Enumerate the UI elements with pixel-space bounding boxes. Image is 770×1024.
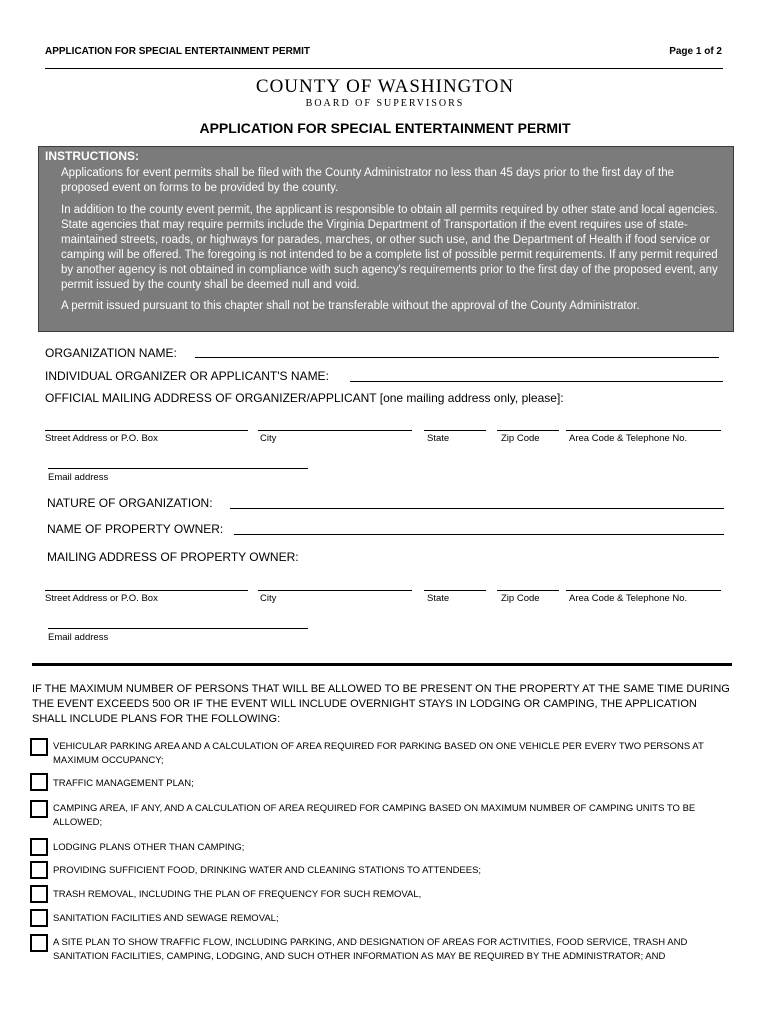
checkbox-parking[interactable]: [30, 738, 48, 756]
instructions-paragraph: In addition to the county event permit, the applicant is responsible to obtain all permits required by other state and local agencies. State agencies that may require permits include the Virginia Department of Transportation if the event requires use of state-maintained streets, roads, or highways for parades, marches, or other such use, and the Department of Health if food service or camping will be offered. The foregoing is not intended to be a complete list of possible permit requirements. If any permit required by another agency is not obtained in compliance with such agency's requirements prior to the first day of the proposed event, any permit issued by the county shall be deemed null and void.: [61, 204, 718, 291]
owner-street-caption: Street Address or P.O. Box: [45, 593, 158, 604]
header-rule: [45, 68, 723, 69]
board-name: BOARD OF SUPERVISORS: [305, 98, 465, 109]
checklist-item-food: PROVIDING SUFFICIENT FOOD, DRINKING WATER AND CLEANING STATIONS TO ATTENDEES;: [53, 865, 482, 876]
section-separator: [32, 663, 732, 666]
checkbox-trash[interactable]: [30, 885, 48, 903]
email-caption: Email address: [48, 472, 109, 483]
mailing-address-label: OFFICIAL MAILING ADDRESS OF ORGANIZER/APPLICANT [one mailing address only, please]:: [45, 391, 564, 405]
zip-caption: Zip Code: [501, 433, 540, 444]
checklist-item-parking: VEHICULAR PARKING AREA AND A CALCULATION OF AREA REQUIRED FOR PARKING BASED ON ONE VEHICLE PER EVERY TWO PERSONS AT MAXIMUM OCCUPANCY;: [53, 741, 704, 766]
phone-field[interactable]: [566, 430, 721, 431]
nature-label: NATURE OF ORGANIZATION:: [47, 496, 213, 510]
checklist-item-camping: CAMPING AREA, IF ANY, AND A CALCULATION OF AREA REQUIRED FOR CAMPING BASED ON MAXIMUM NUMBER OF CAMPING UNITS TO BE ALLOWED;: [53, 803, 696, 828]
org-name-field[interactable]: [195, 357, 719, 358]
instructions-box: [38, 146, 734, 332]
owner-address-label: MAILING ADDRESS OF PROPERTY OWNER:: [47, 550, 299, 564]
checkbox-site-plan[interactable]: [30, 934, 48, 952]
owner-phone-field[interactable]: [566, 590, 721, 591]
organizer-name-label: INDIVIDUAL ORGANIZER OR APPLICANT'S NAME:: [45, 369, 329, 383]
state-field[interactable]: [424, 430, 486, 431]
checkbox-sanitation[interactable]: [30, 909, 48, 927]
checklist-item-traffic: TRAFFIC MANAGEMENT PLAN;: [53, 778, 194, 789]
owner-zip-field[interactable]: [497, 590, 559, 591]
checkbox-food[interactable]: [30, 861, 48, 879]
checklist-item-site-plan: A SITE PLAN TO SHOW TRAFFIC FLOW, INCLUDING PARKING, AND DESIGNATION OF AREAS FOR ACTIVITIES, FOOD SERVICE, TRASH AND SANITATION FACILITIES, CAMPING, LODGING, AND SUCH OTHER INFORMATION AS MAY BE REQUIRED BY THE ADMINISTRATOR; AND: [53, 937, 688, 962]
owner-email-field[interactable]: [48, 628, 308, 629]
org-name-label: ORGANIZATION NAME:: [45, 346, 177, 360]
street-field[interactable]: [45, 430, 248, 431]
state-caption: State: [427, 433, 450, 444]
city-field[interactable]: [258, 430, 412, 431]
street-caption: Street Address or P.O. Box: [45, 433, 158, 444]
owner-city-field[interactable]: [258, 590, 412, 591]
checkbox-camping[interactable]: [30, 800, 48, 818]
organizer-name-field[interactable]: [350, 381, 723, 382]
city-caption: City: [260, 433, 277, 444]
owner-zip-caption: Zip Code: [501, 593, 540, 604]
instructions-paragraph: Applications for event permits shall be filed with the County Administrator no less than 45 days prior to the first day of the proposed event on forms to be provided by the county.: [61, 167, 675, 194]
owner-street-field[interactable]: [45, 590, 248, 591]
instructions-heading: INSTRUCTIONS:: [45, 149, 139, 163]
owner-email-caption: Email address: [48, 632, 109, 643]
owner-name-field[interactable]: [234, 534, 724, 535]
checkbox-lodging[interactable]: [30, 838, 48, 856]
page-number: Page 1 of 2: [669, 46, 722, 57]
checklist-item-trash: TRASH REMOVAL, INCLUDING THE PLAN OF FREQUENCY FOR SUCH REMOVAL,: [53, 889, 422, 900]
owner-state-caption: State: [427, 593, 450, 604]
phone-caption: Area Code & Telephone No.: [569, 433, 688, 444]
owner-phone-caption: Area Code & Telephone No.: [569, 593, 688, 604]
document-title: APPLICATION FOR SPECIAL ENTERTAINMENT PERMIT: [199, 120, 571, 136]
owner-state-field[interactable]: [424, 590, 486, 591]
county-name: COUNTY OF WASHINGTON: [255, 76, 515, 97]
checkbox-traffic[interactable]: [30, 773, 48, 791]
checklist-item-sanitation: SANITATION FACILITIES AND SEWAGE REMOVAL;: [53, 913, 279, 924]
email-field[interactable]: [48, 468, 308, 469]
checklist-item-lodging: LODGING PLANS OTHER THAN CAMPING;: [53, 842, 245, 853]
max-persons-text: IF THE MAXIMUM NUMBER OF PERSONS THAT WILL BE ALLOWED TO BE PRESENT ON THE PROPERTY AT THE SAME TIME DURING THE EVENT EXCEEDS 500 OR IF THE EVENT WILL INCLUDE OVERNIGHT STAYS IN LODGING OR CAMPING, THE APPLICATION SHALL INCLUDE PLANS FOR THE FOLLOWING:: [32, 683, 730, 725]
running-header-title: APPLICATION FOR SPECIAL ENTERTAINMENT PERMIT: [45, 46, 311, 57]
owner-city-caption: City: [260, 593, 277, 604]
zip-field[interactable]: [497, 430, 559, 431]
owner-name-label: NAME OF PROPERTY OWNER:: [47, 522, 224, 536]
nature-field[interactable]: [230, 508, 724, 509]
instructions-paragraph: A permit issued pursuant to this chapter shall not be transferable without the approval of the County Administrator.: [61, 300, 640, 312]
